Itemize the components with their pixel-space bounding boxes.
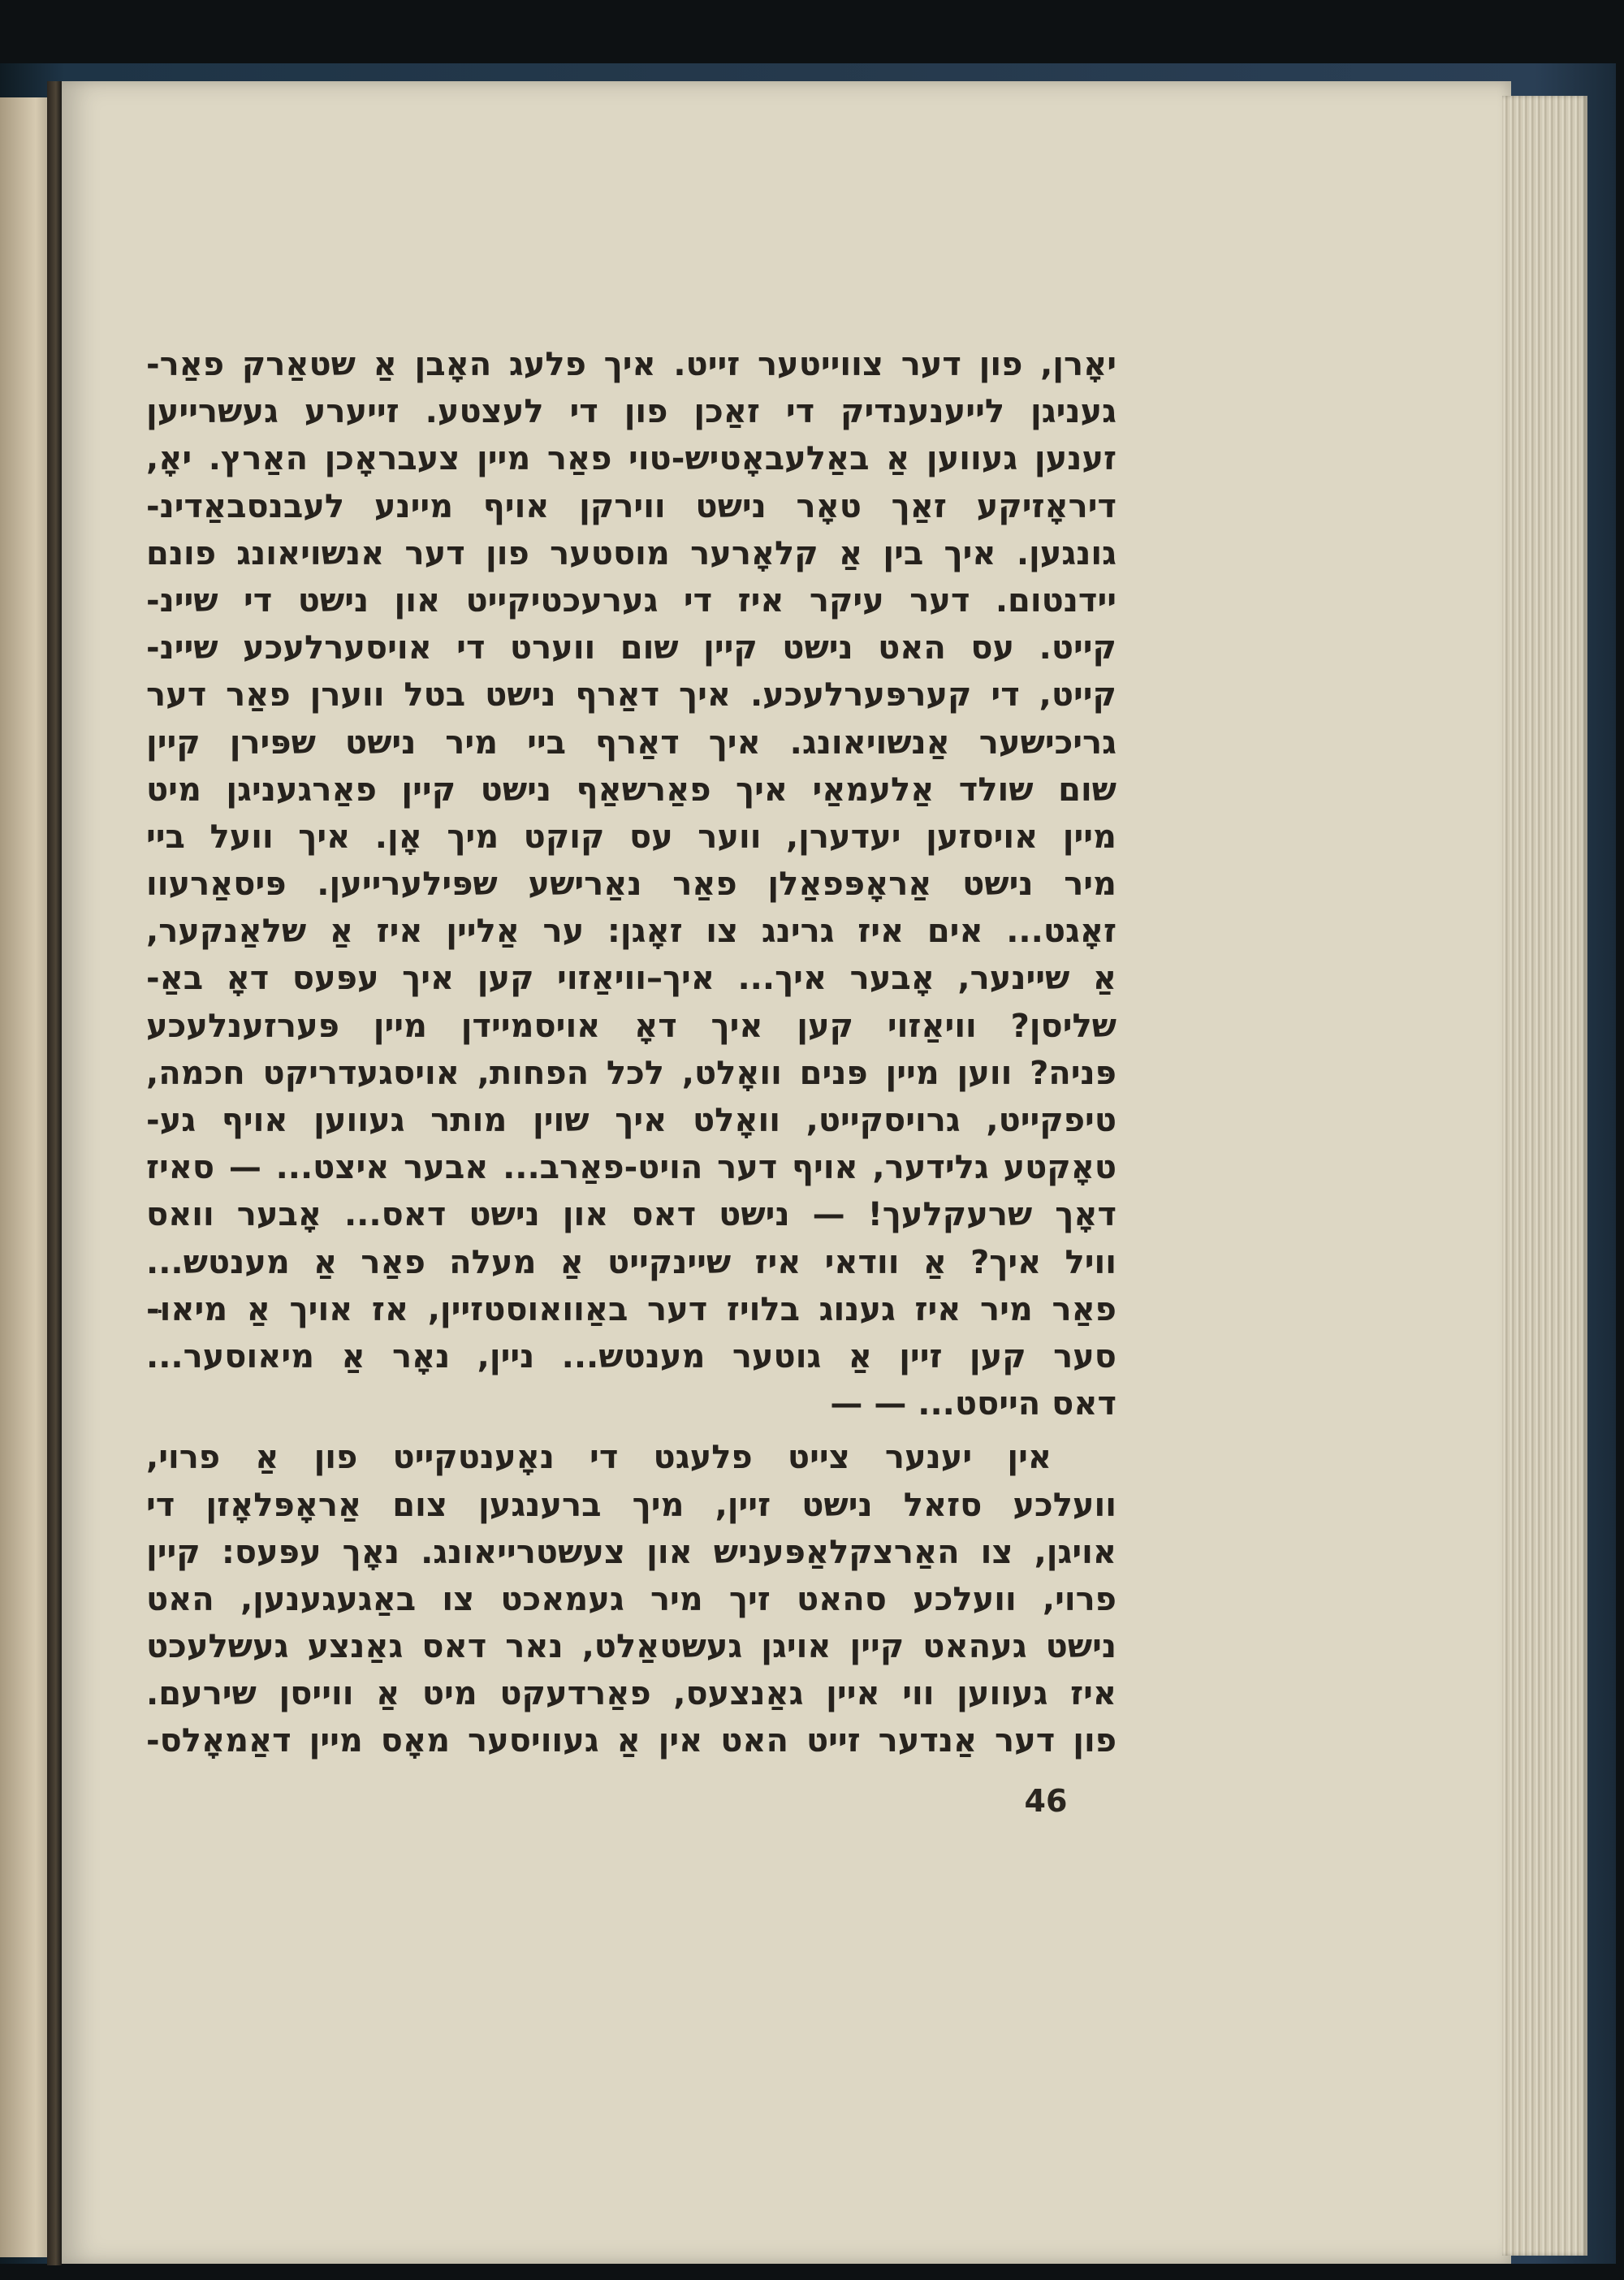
text-line: זאָגט... אים איז גרינג צו זאָגן: ער אַליין איז אַ שלאַנקער, bbox=[146, 913, 1116, 951]
text-line: זענען געווען אַ באַלעבאָטיש-טוי פאַר מיין צעבראָכן האַרץ. יאָ, bbox=[146, 440, 1116, 478]
text-line: אין יענער צייט פלעגט די נאָענטקייט פון אַ פרוי, bbox=[146, 1439, 1052, 1477]
text-line: וועלכע סזאל נישט זיין, מיך ברענגען צום אַראָפּלאָזן די bbox=[146, 1486, 1116, 1524]
text-line: אַ שיינער, אָבער איך... איך–וויאַזוי קען איך עפּעס דאָ באַ- bbox=[146, 960, 1116, 998]
page-stack-edge bbox=[1502, 96, 1587, 2256]
page-number: 46 bbox=[1024, 1783, 1068, 1819]
text-line: שום שולד אַלעמאַי איך פאַרשאַף נישט קיין פאַרגעניגן מיט bbox=[146, 771, 1116, 809]
text-line: טיפקייט, גרויסקייט, וואָלט איך שוין מותר געווען אויף גע- bbox=[146, 1102, 1116, 1139]
text-line: אויגן, צו האַרצקלאַפּעניש און צעשטרייאונג. נאָך עפּעס: קיין bbox=[146, 1533, 1116, 1571]
text-line: דאָך שרעקלעך! — נישט דאס און נישט דאס... אָבער וואס bbox=[146, 1196, 1116, 1234]
text-line: פון דער אַנדער זייט האט אין אַ געוויסער מאָס מיין דאַמאָלס- bbox=[146, 1722, 1116, 1760]
text-line: יאָרן, פון דער צווייטער זייט. איך פלעג האָבן אַ שטאַרק פאַר- bbox=[146, 346, 1116, 383]
text-line: קייט. עס האט נישט קיין שום ווערט די אויסערלעכע שיינ- bbox=[146, 629, 1116, 667]
text-line: גונגען. איך בין אַ קלאָרער מוסטער פון דער אנשויאונג פונם bbox=[146, 534, 1116, 572]
paragraph-gap bbox=[146, 1427, 1116, 1434]
text-line: מיין אויסזען יעדערן, ווער עס קוקט מיך אָן. איך וועל ביי bbox=[146, 818, 1116, 856]
text-line: יידנטום. דער עיקר איז די גערעכטיקייט און נישט די שיינ- bbox=[146, 581, 1116, 620]
text-line: וויל איך? אַ וודאי איז שיינקייט אַ מעלה פאַר אַ מענטש... bbox=[146, 1243, 1116, 1281]
text-line: דיראָזיקע זאַך טאָר נישט ווירקן אויף מיינע לעבנסבאַדינ- bbox=[146, 487, 1116, 525]
paragraph-1 bbox=[146, 341, 1116, 1427]
text-line: טאָקטע גלידער, אויף דער הויט-פאַרב... אבער איצט... — סאיז bbox=[146, 1149, 1116, 1187]
text-line: נישט געהאט קיין אויגן געשטאַלט, נאר דאס גאַנצע געשלעכט bbox=[146, 1628, 1116, 1666]
text-line: סער קען זיין אַ גוטער מענטש... ניין, נאָר אַ מיאוסער... bbox=[146, 1337, 1116, 1375]
page-gutter bbox=[47, 81, 62, 2265]
text-line: מיר נישט אַראָפּפאַלן פאַר נאַרישע שפּילערייען. פּיסאַרעוו bbox=[146, 866, 1116, 904]
text-line: פּניה? ווען מיין פּנים וואָלט, לכל הפחות, אויסגעדריקט חכמה, bbox=[146, 1054, 1116, 1092]
text-line: שליסן? וויאַזוי קען איך דאָ אויסמיידן מיין פּערזענלעכע bbox=[146, 1007, 1116, 1045]
text-line: פאַר מיר איז גענוג בלויז דער באַוואוסטזיין, אז אויך אַ מיאוּ- bbox=[146, 1290, 1116, 1328]
text-line: גריכישער אַנשויאונג. איך דאַרף ביי מיר נישט שפּירן קיין bbox=[146, 723, 1116, 762]
text-line: געניגן לייענענדיק די זאַכן פון די לעצטע. זייערע געשרייען bbox=[146, 393, 1116, 431]
text-line: איז געווען ווי איין גאַנצעס, פאַרדעקט מיט אַ ווייסן שירעם. bbox=[146, 1675, 1116, 1713]
text-line: קייט, די קערפּערלעכע. איך דאַרף נישט בטל ווערן פאַר דער bbox=[146, 676, 1116, 715]
page-text bbox=[146, 341, 1116, 1765]
text-line: פרוי, וועלכע סהאט זיך מיר געמאכט צו באַגעגענען, האט bbox=[146, 1580, 1116, 1618]
paragraph-2 bbox=[146, 1434, 1116, 1764]
text-line: דאס הייסט... — — bbox=[830, 1385, 1116, 1423]
